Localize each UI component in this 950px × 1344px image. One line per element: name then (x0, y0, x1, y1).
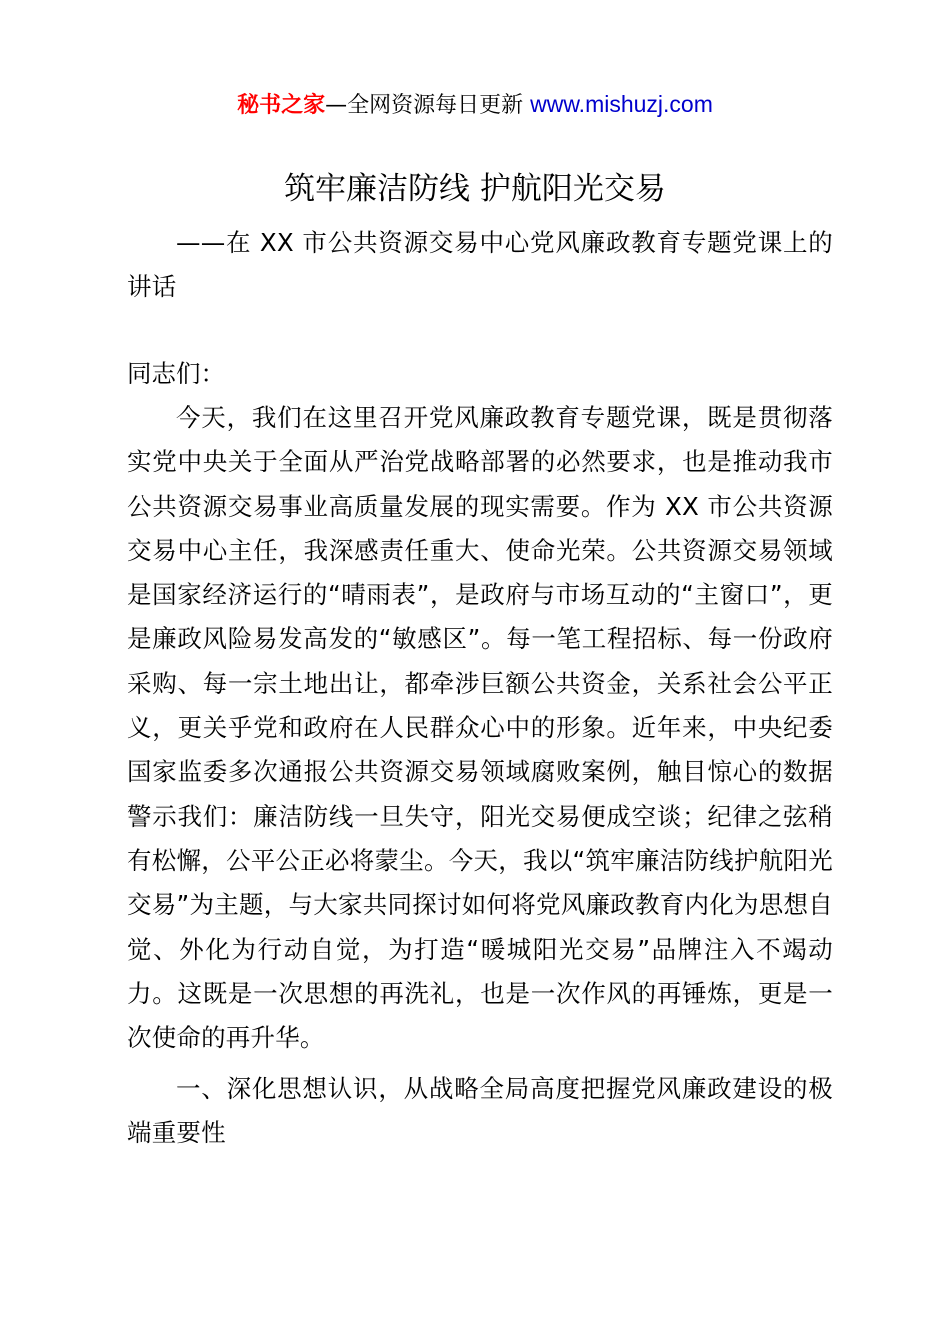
header-tagline: —全网资源每日更新 (325, 93, 524, 118)
brand-name: 秘书之家 (237, 93, 326, 118)
site-header (0, 86, 950, 124)
paragraph-text: 今天，我们在这里召开党风廉政教育专题党课，既是贯彻落实党中央关于全面从严治党战略部署的必然要求，也是推动我市公共资源交易事业高质量发展的现实需要。作为 XX 市公共资源交易中心主任，我深感责任重大、使命光荣。公共资源交易领域是国家经济运行的“晴雨表”，是政府与市场互动的“主窗口”，更是廉政风险易发高发的“敏感区”。每一笔工程招标、每一份政府采购、每一宗土地出让，都牵涉巨额公共资金，关系社会公平正义，更关乎党和政府在人民群众心中的形象。近年来，中央纪委国家监委多次通报公共资源交易领域腐败案例，触目惊心的数据警示我们：廉洁防线一旦失守，阳光交易便成空谈；纪律之弦稍有松懈，公平公正必将蒙尘。今天，我以“筑牢廉洁防线护航阳光交易”为主题，与大家共同探讨如何将党风廉政教育内化为思想自觉、外化为行动自觉，为打造“暖城阳光交易”品牌注入不竭动力。这既是一次思想的再洗礼，也是一次作风的再锤炼，更是一次使命的再升华。 (127, 403, 833, 1053)
section-heading-1 (127, 1067, 833, 1156)
document-title: 筑牢廉洁防线 护航阳光交易 (284, 171, 666, 207)
section-heading-text: 一、深化思想认识，从战略全局高度把握党风廉政建设的极端重要性 (127, 1074, 833, 1148)
subtitle-text: ——在 XX 市公共资源交易中心党风廉政教育专题党课上的讲话 (127, 228, 833, 302)
site-url-link[interactable]: www.mishuzj.com (530, 91, 713, 117)
salutation: 同志们： (127, 359, 225, 388)
body-paragraph-1 (127, 396, 833, 1060)
document-subtitle (127, 221, 833, 310)
